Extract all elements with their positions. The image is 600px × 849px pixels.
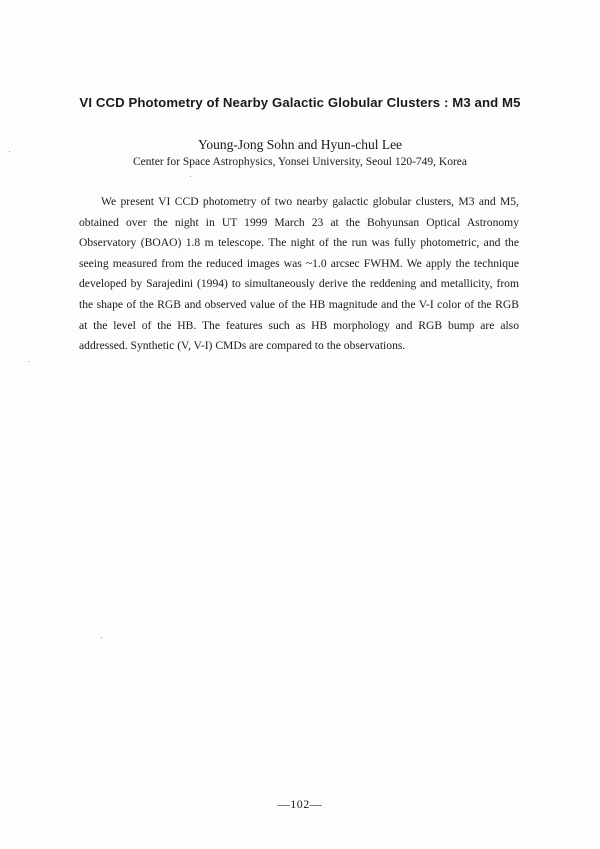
scan-speck [9, 151, 10, 152]
paper-authors: Young-Jong Sohn and Hyun-chul Lee [197, 137, 403, 152]
scan-speck [28, 361, 29, 362]
scan-speck [101, 637, 102, 638]
scan-speck [190, 176, 191, 177]
abstract-paragraph: We present VI CCD photometry of two nearby galactic globular clusters, M3 and M5, obtained over the night in UT 1999 March 23 at the Bohyunsan Optical Astronomy Observatory (BOAO) 1.8 m telescope. The night of the run was fully photometric, and the seeing measured from the reduced images was ~1.0 arcsec FWHM. We apply the technique developed by Sarajedini (1994) to simultaneously derive the reddening and metallicity, from the shape of the RGB and observed value of the HB magnitude and the V-I color of the RGB at the level of the HB. The features such as HB morphology and RGB bump are also addressed. Synthetic (V, V-I) CMDs are compared to the observations. [79, 195, 519, 353]
paper-title: VI CCD Photometry of Nearby Galactic Globular Clusters : M3 and M5 [79, 95, 521, 110]
page-number: —102— [277, 797, 323, 811]
paper-affiliation: Center for Space Astrophysics, Yonsei University, Seoul 120-749, Korea [133, 156, 467, 168]
